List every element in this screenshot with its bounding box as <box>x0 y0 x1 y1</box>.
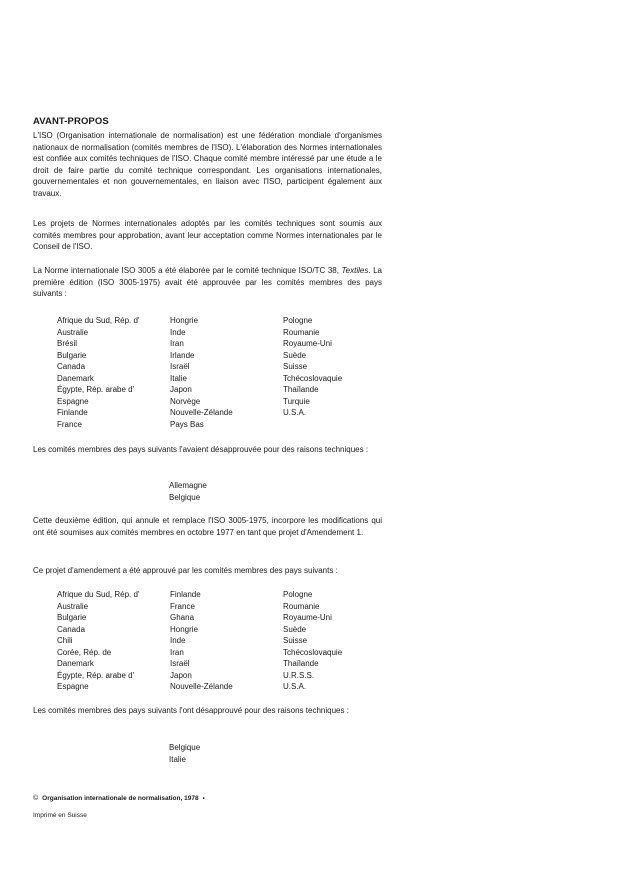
country-item: Danemark <box>57 659 94 668</box>
country-item <box>283 419 367 431</box>
committee-name: Textiles <box>341 266 369 275</box>
country-item: Iran <box>170 339 184 348</box>
country-item: Israël <box>170 362 190 371</box>
country-item: Afrique du Sud, Rép. d' <box>57 590 140 599</box>
country-item: Chili <box>57 636 73 645</box>
country-item: Espagne <box>57 396 89 406</box>
country-item: France <box>57 419 82 429</box>
country-item: Irlande <box>170 350 195 360</box>
country-item: Égypte, Rép. arabe d' <box>57 670 135 680</box>
standard-origin-paragraph <box>33 265 382 300</box>
country-item: Finlande <box>170 590 201 599</box>
country-item: Royaume-Uni <box>283 339 332 348</box>
country-item: Australie <box>57 327 89 337</box>
country-item: Suède <box>283 350 307 360</box>
country-item: Inde <box>170 327 186 337</box>
country-item: Israël <box>170 659 190 668</box>
approval-process-paragraph: Les projets de Normes internationales adoptés par les comités techniques sont soumis aux comités membres pour approbation, avant leur acceptation comme Normes internationales par le Conseil de l'ISO. <box>33 219 382 251</box>
country-item: Bulgarie <box>57 350 87 360</box>
copyright-line <box>33 795 205 802</box>
country-item: U.R.S.S. <box>283 670 315 680</box>
country-item: Ghana <box>170 613 195 622</box>
copyright-text: Organisation internationale de normalisation, 1978 <box>42 795 199 802</box>
disapproved-countries-amendment <box>169 742 200 765</box>
country-item: Tchécoslovaquie <box>283 373 343 383</box>
country-item: Danemark <box>57 373 94 383</box>
country-item: Afrique du Sud, Rép. d' <box>57 316 140 325</box>
country-item: Brésil <box>57 339 78 348</box>
country-item: Australie <box>57 601 89 611</box>
country-item: Royaume-Uni <box>283 613 332 622</box>
country-item: Pologne <box>283 316 313 325</box>
country-item: Suède <box>283 624 307 634</box>
country-item: Italie <box>169 754 186 764</box>
country-item: Thaïlande <box>283 385 319 394</box>
bullet-icon: • <box>202 795 205 802</box>
intro-paragraph: L'ISO (Organisation internationale de normalisation) est une fédération mondiale d'organismes nationaux de normalisation (comités membres de l'ISO). L'élaboration des Normes internationales est confiée aux comités techniques de l'ISO. Chaque comité membre intéressé par une étude a le droit de faire partie du comité technique correspondant. Les organisations internationales, gouvernementales et non gouvernementales, en liaison avec l'ISO, participent également aux travaux. <box>33 131 382 198</box>
amendment-approval-paragraph: Ce projet d'amendement a été approuvé par les comités membres des pays suivants : <box>33 566 338 575</box>
amendment-disapproval-paragraph: Les comités membres des pays suivants l'ont désapprouvé pour des raisons techniques : <box>33 706 349 715</box>
country-item: Turquie <box>283 396 310 406</box>
disapproval-first-paragraph: Les comités membres des pays suivants l'avaient désapprouvée pour des raisons techniques : <box>33 445 369 454</box>
country-item: Tchécoslovaquie <box>283 647 343 657</box>
country-item: Suisse <box>283 636 308 645</box>
country-item: Japon <box>170 385 192 394</box>
country-item: U.S.A. <box>283 408 307 417</box>
country-item: Hongrie <box>170 624 199 634</box>
copyright-icon: © <box>33 795 39 802</box>
printed-in-line: Imprimé en Suisse <box>33 812 87 819</box>
country-item: Hongrie <box>170 316 199 325</box>
country-item: Roumanie <box>283 327 320 337</box>
country-item: Italie <box>170 373 187 383</box>
approved-countries-amendment <box>57 589 367 693</box>
country-item: France <box>170 601 195 611</box>
disapproved-countries-first-edition <box>169 480 207 503</box>
country-item: Suisse <box>283 362 308 371</box>
approved-countries-first-edition <box>57 315 367 430</box>
country-item: Belgique <box>169 492 201 502</box>
country-item: Iran <box>170 647 184 657</box>
country-item: Inde <box>170 636 186 645</box>
section-heading: AVANT-PROPOS <box>33 116 109 127</box>
country-item: Allemagne <box>169 481 207 490</box>
country-item: Nouvelle-Zélande <box>170 408 233 417</box>
country-item: Nouvelle-Zélande <box>170 682 233 691</box>
standard-origin-text-a: La Norme internationale ISO 3005 a été élaborée par le comité technique ISO/TC 38, <box>33 266 342 275</box>
country-item: Pologne <box>283 590 313 599</box>
country-item: Pays Bas <box>170 419 204 429</box>
country-item: Canada <box>57 624 86 634</box>
second-edition-paragraph: Cette deuxième édition, qui annule et remplace l'ISO 3005-1975, incorpore les modifications qui ont été soumises aux comités membres en octobre 1977 en tant que projet d'Amendement 1. <box>33 516 382 537</box>
country-item: Canada <box>57 362 86 371</box>
country-item: Roumanie <box>283 601 320 611</box>
country-item: Belgique <box>169 743 201 752</box>
country-item: Égypte, Rép. arabe d' <box>57 385 135 394</box>
country-item: Corée, Rép. de <box>57 647 112 657</box>
country-item: Japon <box>170 670 192 680</box>
country-item: Thaïlande <box>283 659 319 668</box>
country-item: U.S.A. <box>283 682 307 691</box>
country-item: Espagne <box>57 682 89 691</box>
country-item: Norvège <box>170 396 201 406</box>
country-item: Bulgarie <box>57 613 87 622</box>
standard-origin-text-b: . La première édition (ISO 3005-1975) avait été approuvée par les comités membres des pays suivants : <box>33 266 382 298</box>
country-item: Finlande <box>57 408 88 417</box>
